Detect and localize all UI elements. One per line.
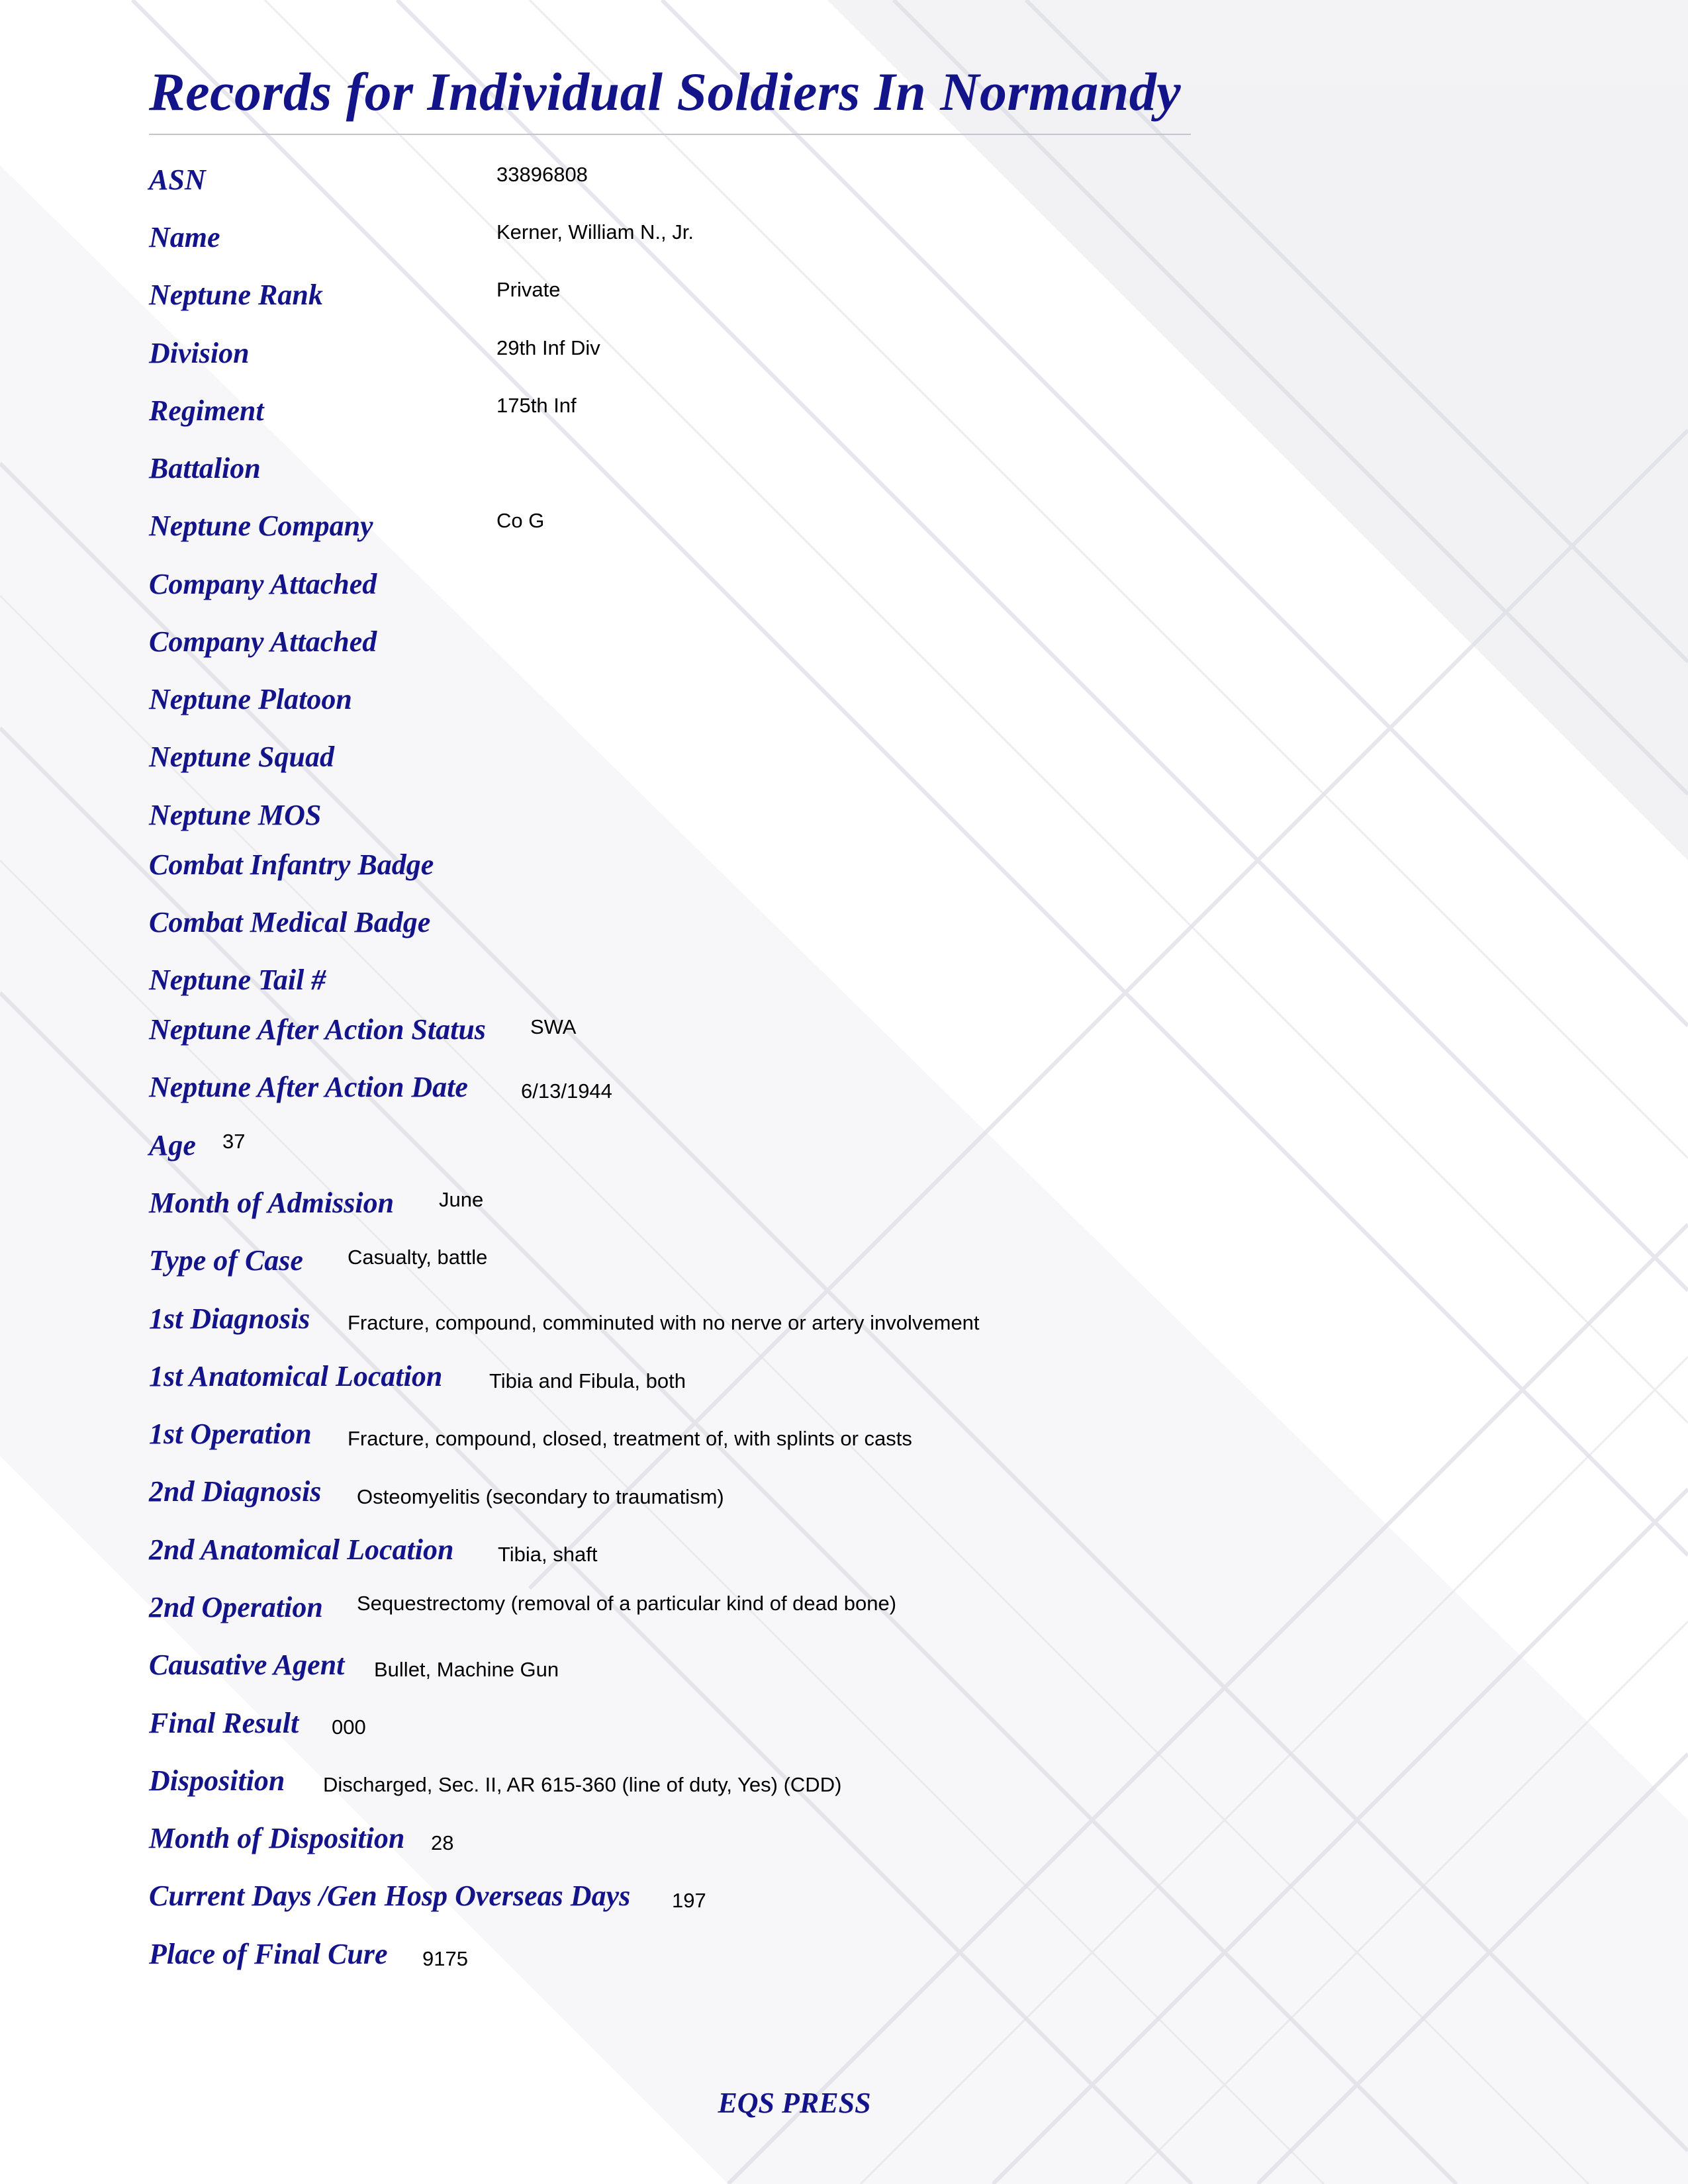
field-label-neptune-rank: Neptune Rank <box>149 279 323 311</box>
field-value-after-action-date: 6/13/1944 <box>521 1079 612 1103</box>
field-value-after-action-status: SWA <box>530 1015 577 1038</box>
field-label-division: Division <box>149 337 250 369</box>
field-value-type-of-case: Casualty, battle <box>348 1246 488 1269</box>
field-value-month-of-disposition: 28 <box>431 1831 454 1854</box>
field-label-1st-operation: 1st Operation <box>149 1418 312 1450</box>
field-value-1st-anatomical-location: Tibia and Fibula, both <box>489 1369 686 1392</box>
field-value-1st-operation: Fracture, compound, closed, treatment of, with splints or casts <box>348 1427 912 1450</box>
field-label-after-action-date: Neptune After Action Date <box>149 1071 468 1103</box>
field-value-name: Kerner, William N., Jr. <box>496 220 694 244</box>
field-label-regiment: Regiment <box>149 394 264 427</box>
field-label-neptune-platoon: Neptune Platoon <box>149 683 352 715</box>
field-label-type-of-case: Type of Case <box>149 1244 303 1277</box>
publisher-footer: EQS PRESS <box>718 2087 871 2119</box>
field-label-month-of-admission: Month of Admission <box>149 1187 395 1219</box>
field-label-name: Name <box>149 221 220 253</box>
field-label-company-attached-1: Company Attached <box>149 568 377 600</box>
title-divider <box>149 134 1191 135</box>
field-label-place-of-final-cure: Place of Final Cure <box>149 1938 388 1970</box>
field-value-asn: 33896808 <box>496 163 588 186</box>
field-label-neptune-company: Neptune Company <box>149 510 373 542</box>
field-value-age: 37 <box>222 1130 246 1153</box>
field-label-1st-diagnosis: 1st Diagnosis <box>149 1302 310 1335</box>
field-value-gen-hosp-overseas-days: 197 <box>672 1889 706 1912</box>
field-label-gen-hosp-overseas-days: Current Days /Gen Hosp Overseas Days <box>149 1880 631 1912</box>
field-label-disposition: Disposition <box>149 1764 285 1797</box>
page-title: Records for Individual Soldiers In Normandy <box>149 62 1182 122</box>
field-label-battalion: Battalion <box>149 452 261 484</box>
field-value-regiment: 175th Inf <box>496 394 577 417</box>
field-value-disposition: Discharged, Sec. II, AR 615-360 (line of duty, Yes) (CDD) <box>323 1773 842 1796</box>
field-label-combat-medical-badge: Combat Medical Badge <box>149 906 431 938</box>
field-label-causative-agent: Causative Agent <box>149 1649 345 1681</box>
field-label-2nd-operation: 2nd Operation <box>149 1591 323 1623</box>
field-label-1st-anatomical-location: 1st Anatomical Location <box>149 1360 443 1392</box>
field-label-company-attached-2: Company Attached <box>149 625 377 658</box>
field-value-neptune-rank: Private <box>496 278 561 301</box>
field-value-2nd-diagnosis: Osteomyelitis (secondary to traumatism) <box>357 1485 724 1508</box>
field-label-after-action-status: Neptune After Action Status <box>149 1013 486 1046</box>
field-value-place-of-final-cure: 9175 <box>422 1947 468 1970</box>
field-value-causative-agent: Bullet, Machine Gun <box>374 1658 559 1681</box>
field-label-month-of-disposition: Month of Disposition <box>149 1822 405 1854</box>
field-label-combat-infantry-badge: Combat Infantry Badge <box>149 848 434 881</box>
field-label-neptune-mos: Neptune MOS <box>149 799 322 831</box>
field-label-2nd-anatomical-location: 2nd Anatomical Location <box>149 1533 454 1566</box>
field-label-asn: ASN <box>149 163 206 196</box>
field-value-2nd-operation: Sequestrectomy (removal of a particular kind of dead bone) <box>357 1592 897 1615</box>
field-label-final-result: Final Result <box>149 1707 299 1739</box>
field-value-final-result: 000 <box>332 1715 366 1739</box>
field-value-1st-diagnosis: Fracture, compound, comminuted with no nerve or artery involvement <box>348 1311 980 1334</box>
field-label-age: Age <box>149 1129 196 1161</box>
field-label-neptune-tail: Neptune Tail # <box>149 964 326 996</box>
field-value-2nd-anatomical-location: Tibia, shaft <box>498 1543 598 1566</box>
field-label-2nd-diagnosis: 2nd Diagnosis <box>149 1475 322 1508</box>
field-value-neptune-company: Co G <box>496 509 545 532</box>
field-value-month-of-admission: June <box>439 1188 484 1211</box>
field-label-neptune-squad: Neptune Squad <box>149 741 334 773</box>
field-value-division: 29th Inf Div <box>496 336 600 359</box>
